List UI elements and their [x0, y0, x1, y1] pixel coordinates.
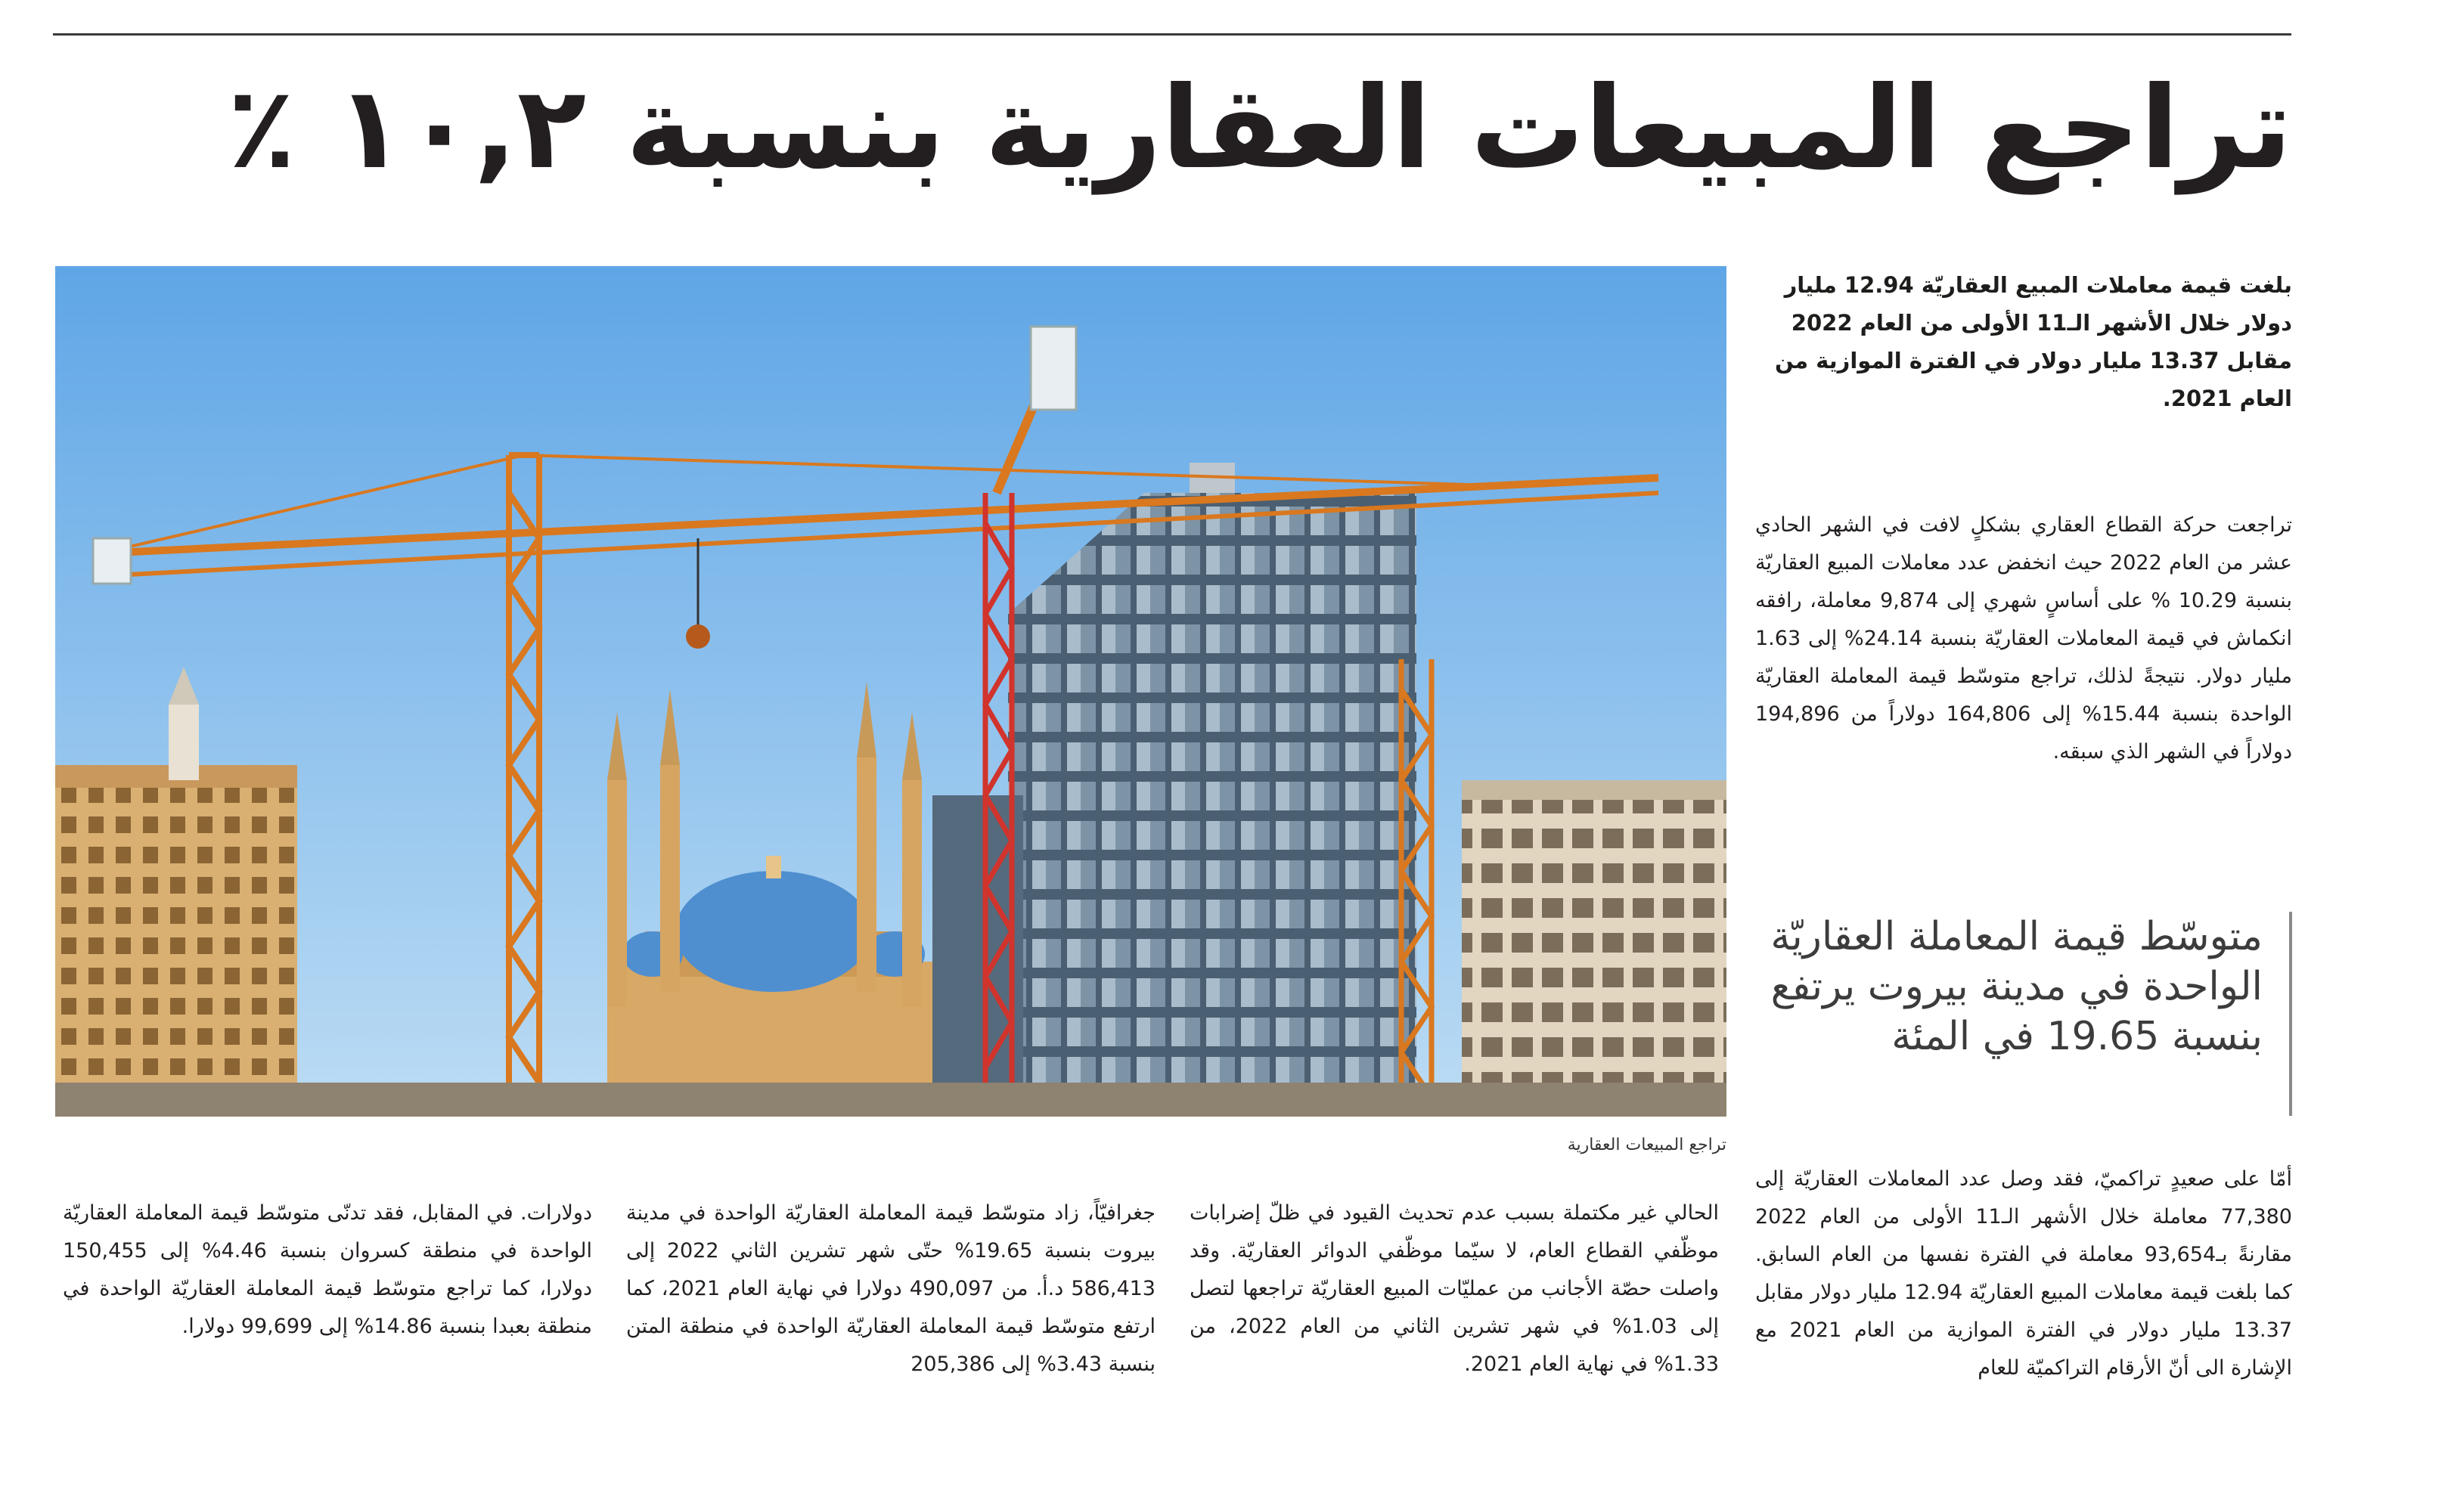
- column-2-text: الحالي غير مكتملة بسبب عدم تحديث القيود في ظلّ إضرابات موظّفي القطاع العام، لا سيّما موظّفي الدوائر العقاريّة. وقد واصلت حصّة الأجانب من عمليّات المبيع العقاريّة تراجعها لتصل إلى 1.03% في شهر تشرين الثاني من العام 2022، من 1.33% في نهاية العام 2021.: [1190, 1201, 1719, 1376]
- crane-hook: [686, 624, 710, 649]
- construction-photo-illustration: [55, 266, 1726, 1117]
- pull-quote: [1763, 912, 2292, 1116]
- top-rule: [53, 33, 2291, 36]
- construction-photo: [55, 266, 1726, 1117]
- column-3-text: جغرافيّاً، زاد متوسّط قيمة المعاملة العقاريّة الواحدة في مدينة بيروت بنسبة 19.65% حتّى شهر تشرين الثاني 2022 إلى 586,413 د.أ. من 490,097 دولارا في نهاية العام 2021، كما ارتفع متوسّط قيمة المعاملة العقاريّة الواحدة في منطقة المتن بنسبة 3.43% إلى 205,386: [626, 1201, 1156, 1376]
- foreground-ground: [55, 1083, 1726, 1117]
- headline: تراجع المبيعات العقارية بنسبة ١٠,٢ ٪: [226, 63, 2292, 194]
- lead-paragraph: بلغت قيمة معاملات المبيع العقاريّة 12.94 مليار دولار خلال الأشهر الـ11 الأولى من العام 2022 مقابل 13.37 مليار دولار في الفترة الموازية من العام 2021.: [1775, 272, 2292, 411]
- pull-quote-text: متوسّط قيمة المعاملة العقاريّة الواحدة في مدينة بيروت يرتفع بنسبة 19.65 في المئة: [1770, 914, 2263, 1059]
- left-building: [55, 780, 297, 1117]
- column-1-text: أمّا على صعيدٍ تراكميّ، فقد وصل عدد المعاملات العقاريّة إلى 77,380 معاملة خلال الأشهر الـ11 الأولى من العام 2022 مقارنةً بـ93,654 معاملة في الفترة نفسها من العام السابق. كما بلغت قيمة معاملات المبيع العقاريّة 12.94 مليار دولار مقابل 13.37 مليار دولار في الفترة الموازية من العام 2021 مع الإشارة الى أنّ الأرقام التراكميّة للعام: [1755, 1167, 2292, 1380]
- right-building: [1462, 780, 1726, 1117]
- column-4-text: دولارات. في المقابل، فقد تدنّى متوسّط قيمة المعاملة العقاريّة الواحدة في منطقة كسروان بنسبة 4.46% إلى 150,455 دولارا، كما تراجع متوسّط قيمة المعاملة العقاريّة الواحدة في منطقة بعبدا بنسبة 14.86% إلى 99,699 دولارا.: [63, 1201, 592, 1338]
- crane-counterweight: [93, 538, 131, 584]
- intro-paragraph: تراجعت حركة القطاع العقاري بشكلٍ لافت في الشهر الحادي عشر من العام 2022 حيث انخفض عدد معاملات المبيع العقاريّة بنسبة 10.29 % على أساسٍ شهري إلى 9,874 معاملة، رافقه انكماش في قيمة المعاملات العقاريّة بنسبة 24.14% إلى 1.63 مليار دولار. نتيجةً لذلك، تراجع متوسّط قيمة المعاملة العقاريّة الواحدة بنسبة 15.44% إلى 164,806 دولاراً من 194,896 دولاراً في الشهر الذي سبقه.: [1755, 513, 2292, 764]
- photo-caption: تراجع المبيعات العقارية: [1567, 1136, 1726, 1154]
